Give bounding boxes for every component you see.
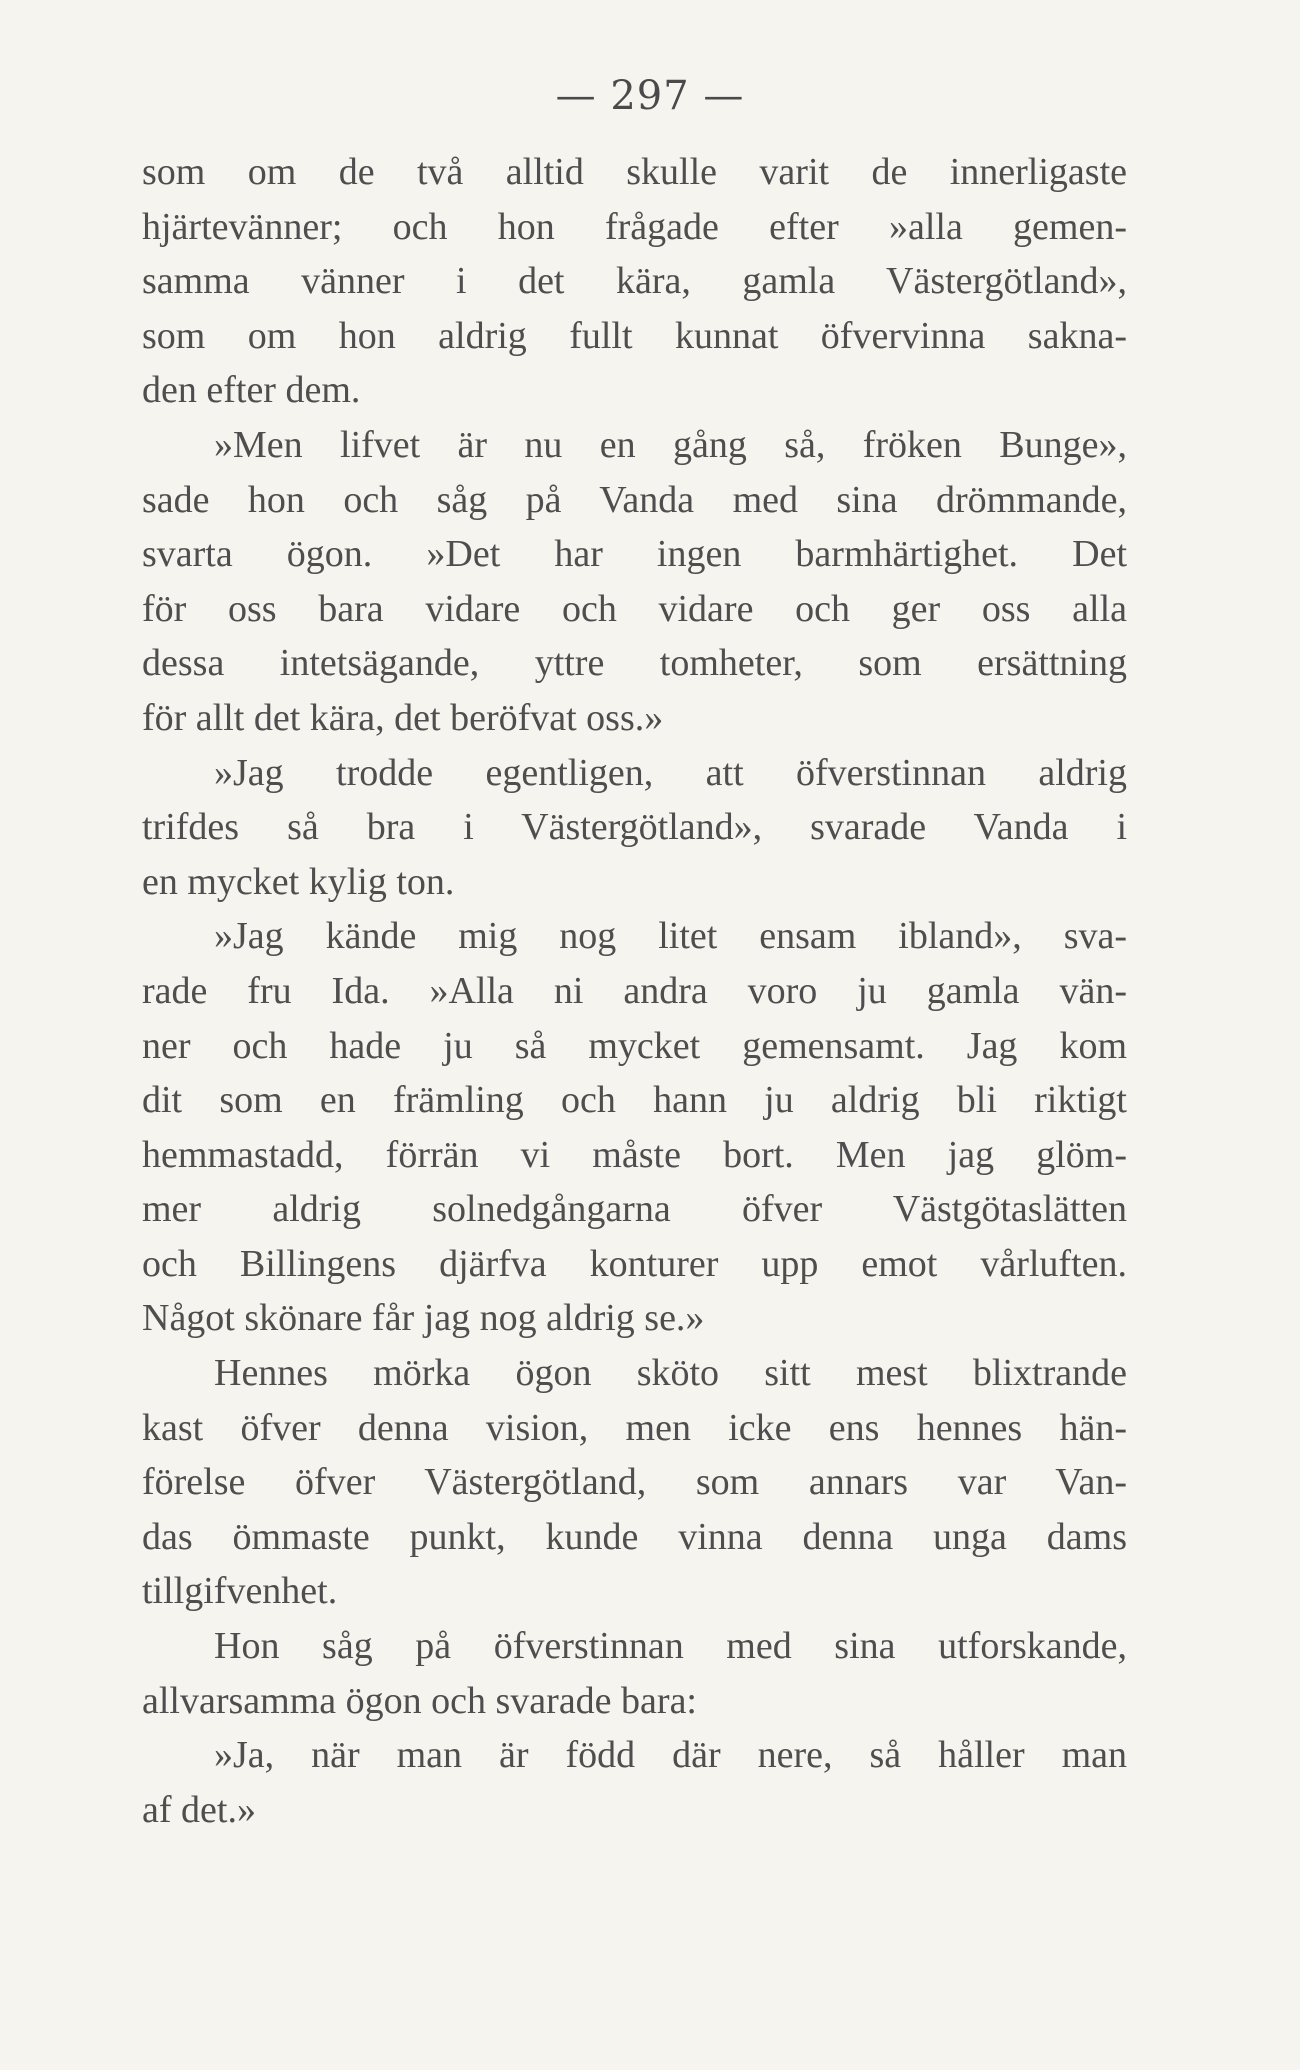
text-line: »Jag kände mig nog litet ensam ibland», sva- <box>214 915 1127 958</box>
text-line: Hennes mörka ögon sköto sitt mest blixtrande <box>214 1352 1127 1395</box>
text-line: förelse öfver Västergötland, som annars var Van- <box>142 1461 1127 1504</box>
text-line: svarta ögon. »Det har ingen barmhärtighet. Det <box>142 533 1127 576</box>
text-line: trifdes så bra i Västergötland», svarade Vanda i <box>142 806 1127 849</box>
page-number: — 297 — <box>555 73 745 119</box>
text-line: af det.» <box>142 1788 256 1831</box>
text-line: som om hon aldrig fullt kunnat öfvervinna sakna- <box>142 314 1127 357</box>
text-line: Hon såg på öfverstinnan med sina utforskande, <box>214 1625 1127 1668</box>
text-line: dessa intetsägande, yttre tomheter, som ersättning <box>142 642 1127 685</box>
text-line: sade hon och såg på Vanda med sina drömmande, <box>142 478 1127 521</box>
text-line: den efter dem. <box>142 369 361 412</box>
text-line: hjärtevänner; och hon frågade efter »alla gemen- <box>142 205 1127 248</box>
text-line: och Billingens djärfva konturer upp emot vårluften. <box>142 1242 1127 1285</box>
text-line: mer aldrig solnedgångarna öfver Västgötaslätten <box>142 1188 1127 1231</box>
text-line: hemmastadd, förrän vi måste bort. Men jag glöm- <box>142 1133 1127 1176</box>
text-line: Något skönare får jag nog aldrig se.» <box>142 1297 705 1340</box>
text-line: »Jag trodde egentligen, att öfverstinnan aldrig <box>214 751 1127 794</box>
text-line: »Ja, när man är född där nere, så håller man <box>214 1734 1127 1777</box>
text-line: »Men lifvet är nu en gång så, fröken Bunge», <box>214 423 1127 466</box>
text-line: tillgifvenhet. <box>142 1570 338 1613</box>
text-line: för allt det kära, det beröfvat oss.» <box>142 696 664 739</box>
text-line: samma vänner i det kära, gamla Västergötland», <box>142 260 1127 303</box>
text-line: för oss bara vidare och vidare och ger oss alla <box>142 587 1127 630</box>
text-line: som om de två alltid skulle varit de innerligaste <box>142 151 1127 193</box>
text-line: das ömmaste punkt, kunde vinna denna unga dams <box>142 1515 1127 1558</box>
body-text <box>142 145 1127 1837</box>
text-line: allvarsamma ögon och svarade bara: <box>142 1679 697 1722</box>
text-line: dit som en främling och hann ju aldrig bli riktigt <box>142 1079 1127 1122</box>
text-line: ner och hade ju så mycket gemensamt. Jag kom <box>142 1024 1127 1067</box>
text-line: rade fru Ida. »Alla ni andra voro ju gamla vän- <box>142 969 1127 1012</box>
text-line: kast öfver denna vision, men icke ens hennes hän- <box>142 1406 1127 1449</box>
text-line: en mycket kylig ton. <box>142 860 455 903</box>
